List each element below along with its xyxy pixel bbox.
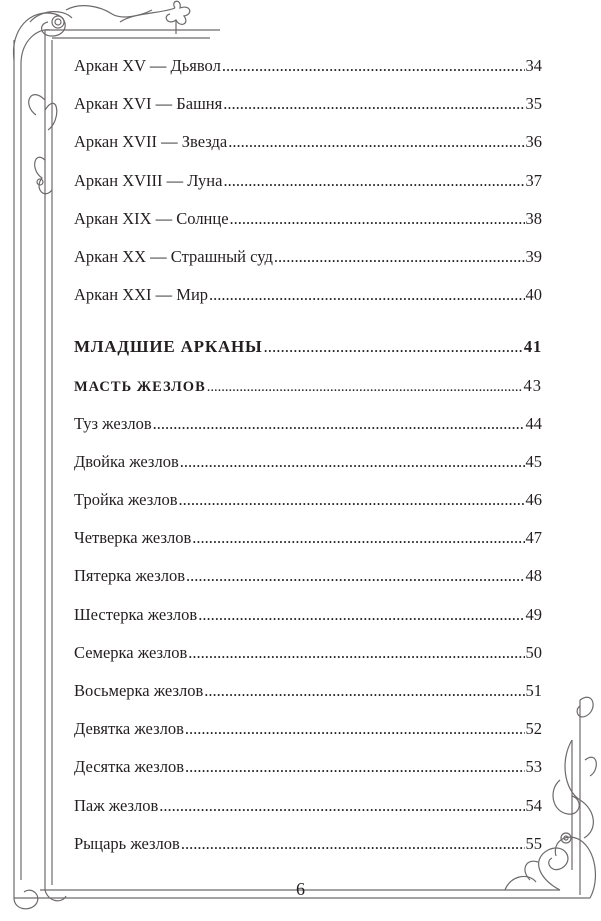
toc-entry-title: Рыцарь жезлов (74, 833, 180, 853)
toc-entry-title: Аркан XV — Дьявол (74, 56, 221, 75)
toc-entry-page: 47 (525, 528, 542, 548)
toc-entry[interactable] (74, 490, 542, 528)
toc-subsection-page: 43 (523, 375, 542, 395)
toc-entry-page: 38 (525, 208, 542, 228)
dot-leader (180, 452, 525, 472)
dot-leader (186, 566, 524, 586)
toc-entry-page: 45 (525, 451, 542, 471)
toc-entry-title: Аркан XXI — Мир (74, 285, 209, 305)
toc-entry[interactable] (74, 605, 542, 643)
table-of-contents (74, 56, 542, 872)
dot-leader (228, 132, 524, 152)
toc-entry[interactable] (74, 681, 542, 719)
toc-entry-title: Аркан XVI — Башня (74, 94, 223, 114)
dot-leader (204, 681, 524, 701)
toc-entry-title: Паж жезлов (74, 795, 159, 815)
toc-entry[interactable] (74, 132, 542, 170)
dot-leader (185, 719, 525, 739)
toc-entry-title: Восьмерка жезлов (74, 681, 204, 700)
toc-entry-title: Пятерка жезлов (74, 566, 186, 586)
toc-entry[interactable] (74, 452, 542, 490)
dot-leader (230, 209, 525, 229)
toc-entry[interactable] (74, 247, 542, 285)
toc-entry-title: Туз жезлов (74, 413, 152, 433)
toc-entry[interactable] (74, 171, 542, 209)
toc-section-title: МЛАДШИЕ АРКАНЫ (74, 337, 263, 357)
toc-section-page: 41 (523, 337, 542, 357)
toc-entry-page: 34 (525, 56, 542, 75)
toc-entry[interactable] (74, 285, 542, 323)
toc-entry[interactable] (74, 566, 542, 604)
toc-entry-page: 37 (525, 170, 542, 190)
toc-entry-title: Аркан XX — Страшный суд (74, 246, 273, 266)
toc-entry-title: Десятка жезлов (74, 757, 185, 777)
toc-entry-title: Четверка жезлов (74, 528, 192, 548)
dot-leader (179, 490, 525, 510)
dot-leader (198, 605, 524, 625)
toc-entry-page: 44 (525, 413, 542, 433)
toc-entry-page: 40 (525, 285, 542, 305)
toc-section-heading[interactable] (74, 337, 542, 375)
toc-entry-page: 52 (525, 719, 542, 739)
dot-leader (181, 834, 525, 854)
toc-entry[interactable] (74, 209, 542, 247)
toc-entry-page: 50 (525, 642, 542, 662)
toc-entry-title: Шестерка жезлов (74, 604, 198, 624)
toc-entry[interactable] (74, 528, 542, 566)
toc-entry-title: Двойка жезлов (74, 451, 179, 471)
page-number: 6 (296, 879, 305, 899)
dot-leader (264, 337, 523, 357)
dot-leader (153, 414, 525, 434)
dot-leader (274, 247, 525, 267)
toc-entry-page: 51 (525, 681, 542, 700)
toc-entry[interactable] (74, 796, 542, 834)
dot-leader (185, 757, 524, 777)
toc-entry-title: Аркан XVIII — Луна (74, 170, 223, 190)
toc-entry[interactable] (74, 643, 542, 681)
toc-entry-page: 48 (525, 566, 542, 586)
toc-entry[interactable] (74, 414, 542, 452)
toc-entry[interactable] (74, 834, 542, 872)
toc-entry-page: 49 (525, 604, 542, 624)
toc-entry[interactable] (74, 56, 542, 94)
section-gap (74, 323, 542, 337)
dot-leader (209, 285, 524, 305)
dot-leader (222, 56, 525, 76)
toc-entry-page: 39 (525, 246, 542, 266)
toc-entry-page: 35 (525, 94, 542, 114)
toc-entry-page: 46 (525, 490, 542, 510)
toc-entry-title: Тройка жезлов (74, 490, 178, 510)
dot-leader (223, 94, 524, 114)
toc-entry-title: Аркан XVII — Звезда (74, 132, 228, 152)
dot-leader (207, 379, 523, 396)
toc-entry-page: 36 (525, 132, 542, 152)
toc-subsection-heading[interactable] (74, 376, 542, 414)
toc-entry[interactable] (74, 94, 542, 132)
toc-subsection-title: МАСТЬ ЖЕЗЛОВ (74, 378, 206, 395)
toc-entry-page: 55 (525, 833, 542, 853)
dot-leader (159, 796, 524, 816)
dot-leader (223, 171, 524, 191)
toc-entry-title: Девятка жезлов (74, 719, 184, 739)
toc-entry-title: Семерка жезлов (74, 642, 188, 662)
toc-entry-page: 54 (525, 795, 542, 815)
toc-entry-title: Аркан XIX — Солнце (74, 208, 229, 228)
toc-entry-page: 53 (525, 757, 542, 777)
toc-entry[interactable] (74, 719, 542, 757)
toc-entry[interactable] (74, 757, 542, 795)
dot-leader (188, 643, 524, 663)
dot-leader (192, 528, 524, 548)
